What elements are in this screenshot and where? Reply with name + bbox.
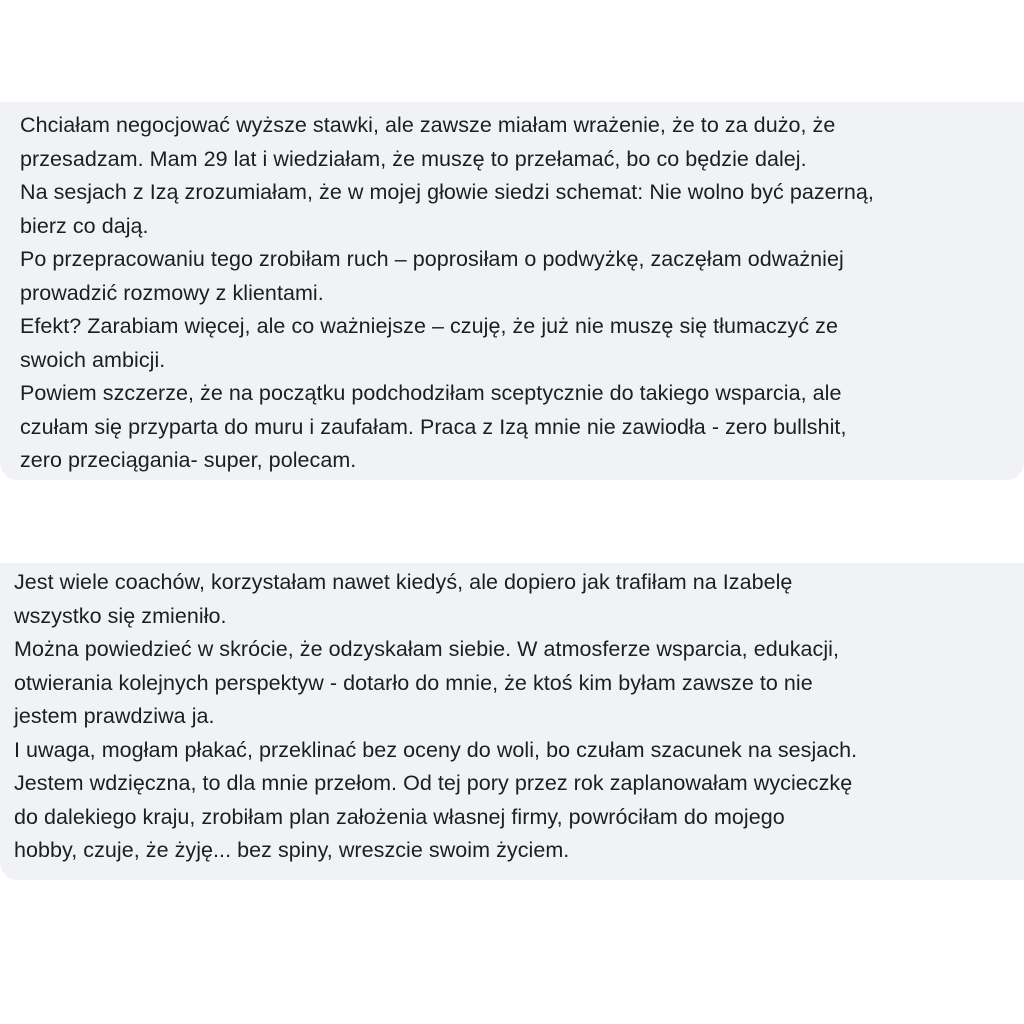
comment-bubble-1: [0, 102, 1024, 480]
comment-line: otwierania kolejnych perspektyw - dotarło do mnie, że ktoś kim byłam zawsze to nie: [14, 670, 813, 695]
comment-line: prowadzić rozmowy z klientami.: [20, 280, 324, 305]
comment-line: I uwaga, mogłam płakać, przeklinać bez oceny do woli, bo czułam szacunek na sesjach.: [14, 737, 858, 762]
comment-line: wszystko się zmieniło.: [14, 603, 227, 628]
comment-bubble-2: [0, 563, 1024, 880]
comment-line: do dalekiego kraju, zrobiłam plan założenia własnej firmy, powróciłam do mojego: [14, 804, 785, 829]
comment-line: Jest wiele coachów, korzystałam nawet kiedyś, ale dopiero jak trafiłam na Izabelę: [14, 570, 793, 594]
comment-line: Na sesjach z Izą zrozumiałam, że w mojej głowie siedzi schemat: Nie wolno być pazerną,: [20, 180, 874, 204]
comment-line: Powiem szczerze, że na początku podchodziłam sceptycznie do takiego wsparcia, ale: [20, 381, 842, 405]
comment-line: Chciałam negocjować wyższe stawki, ale zawsze miałam wrażenie, że to za dużo, że: [20, 113, 836, 137]
comment-line: swoich ambicji.: [20, 347, 166, 372]
comment-line: Jestem wdzięczna, to dla mnie przełom. Od tej pory przez rok zaplanowałam wycieczkę: [14, 771, 853, 795]
comment-line: czułam się przyparta do muru i zaufałam. Praca z Izą mnie nie zawiodła - zero bullshit,: [20, 414, 847, 439]
comment-line: przesadzam. Mam 29 lat i wiedziałam, że muszę to przełamać, bo co będzie dalej.: [20, 146, 807, 171]
comment-line: jestem prawdziwa ja.: [14, 704, 215, 728]
comment-line: bierz co dają.: [20, 213, 149, 238]
comment-line: Efekt? Zarabiam więcej, ale co ważniejsze – czuję, że już nie muszę się tłumaczyć ze: [20, 314, 838, 338]
comment-line: Można powiedzieć w skrócie, że odzyskałam siebie. W atmosferze wsparcia, edukacji,: [14, 637, 840, 661]
comment-line: hobby, czuje, że żyję... bez spiny, wreszcie swoim życiem.: [14, 838, 570, 862]
comment-line: Po przepracowaniu tego zrobiłam ruch – poprosiłam o podwyżkę, zaczęłam odważniej: [20, 247, 844, 271]
comment-line: zero przeciągania- super, polecam.: [20, 448, 357, 472]
